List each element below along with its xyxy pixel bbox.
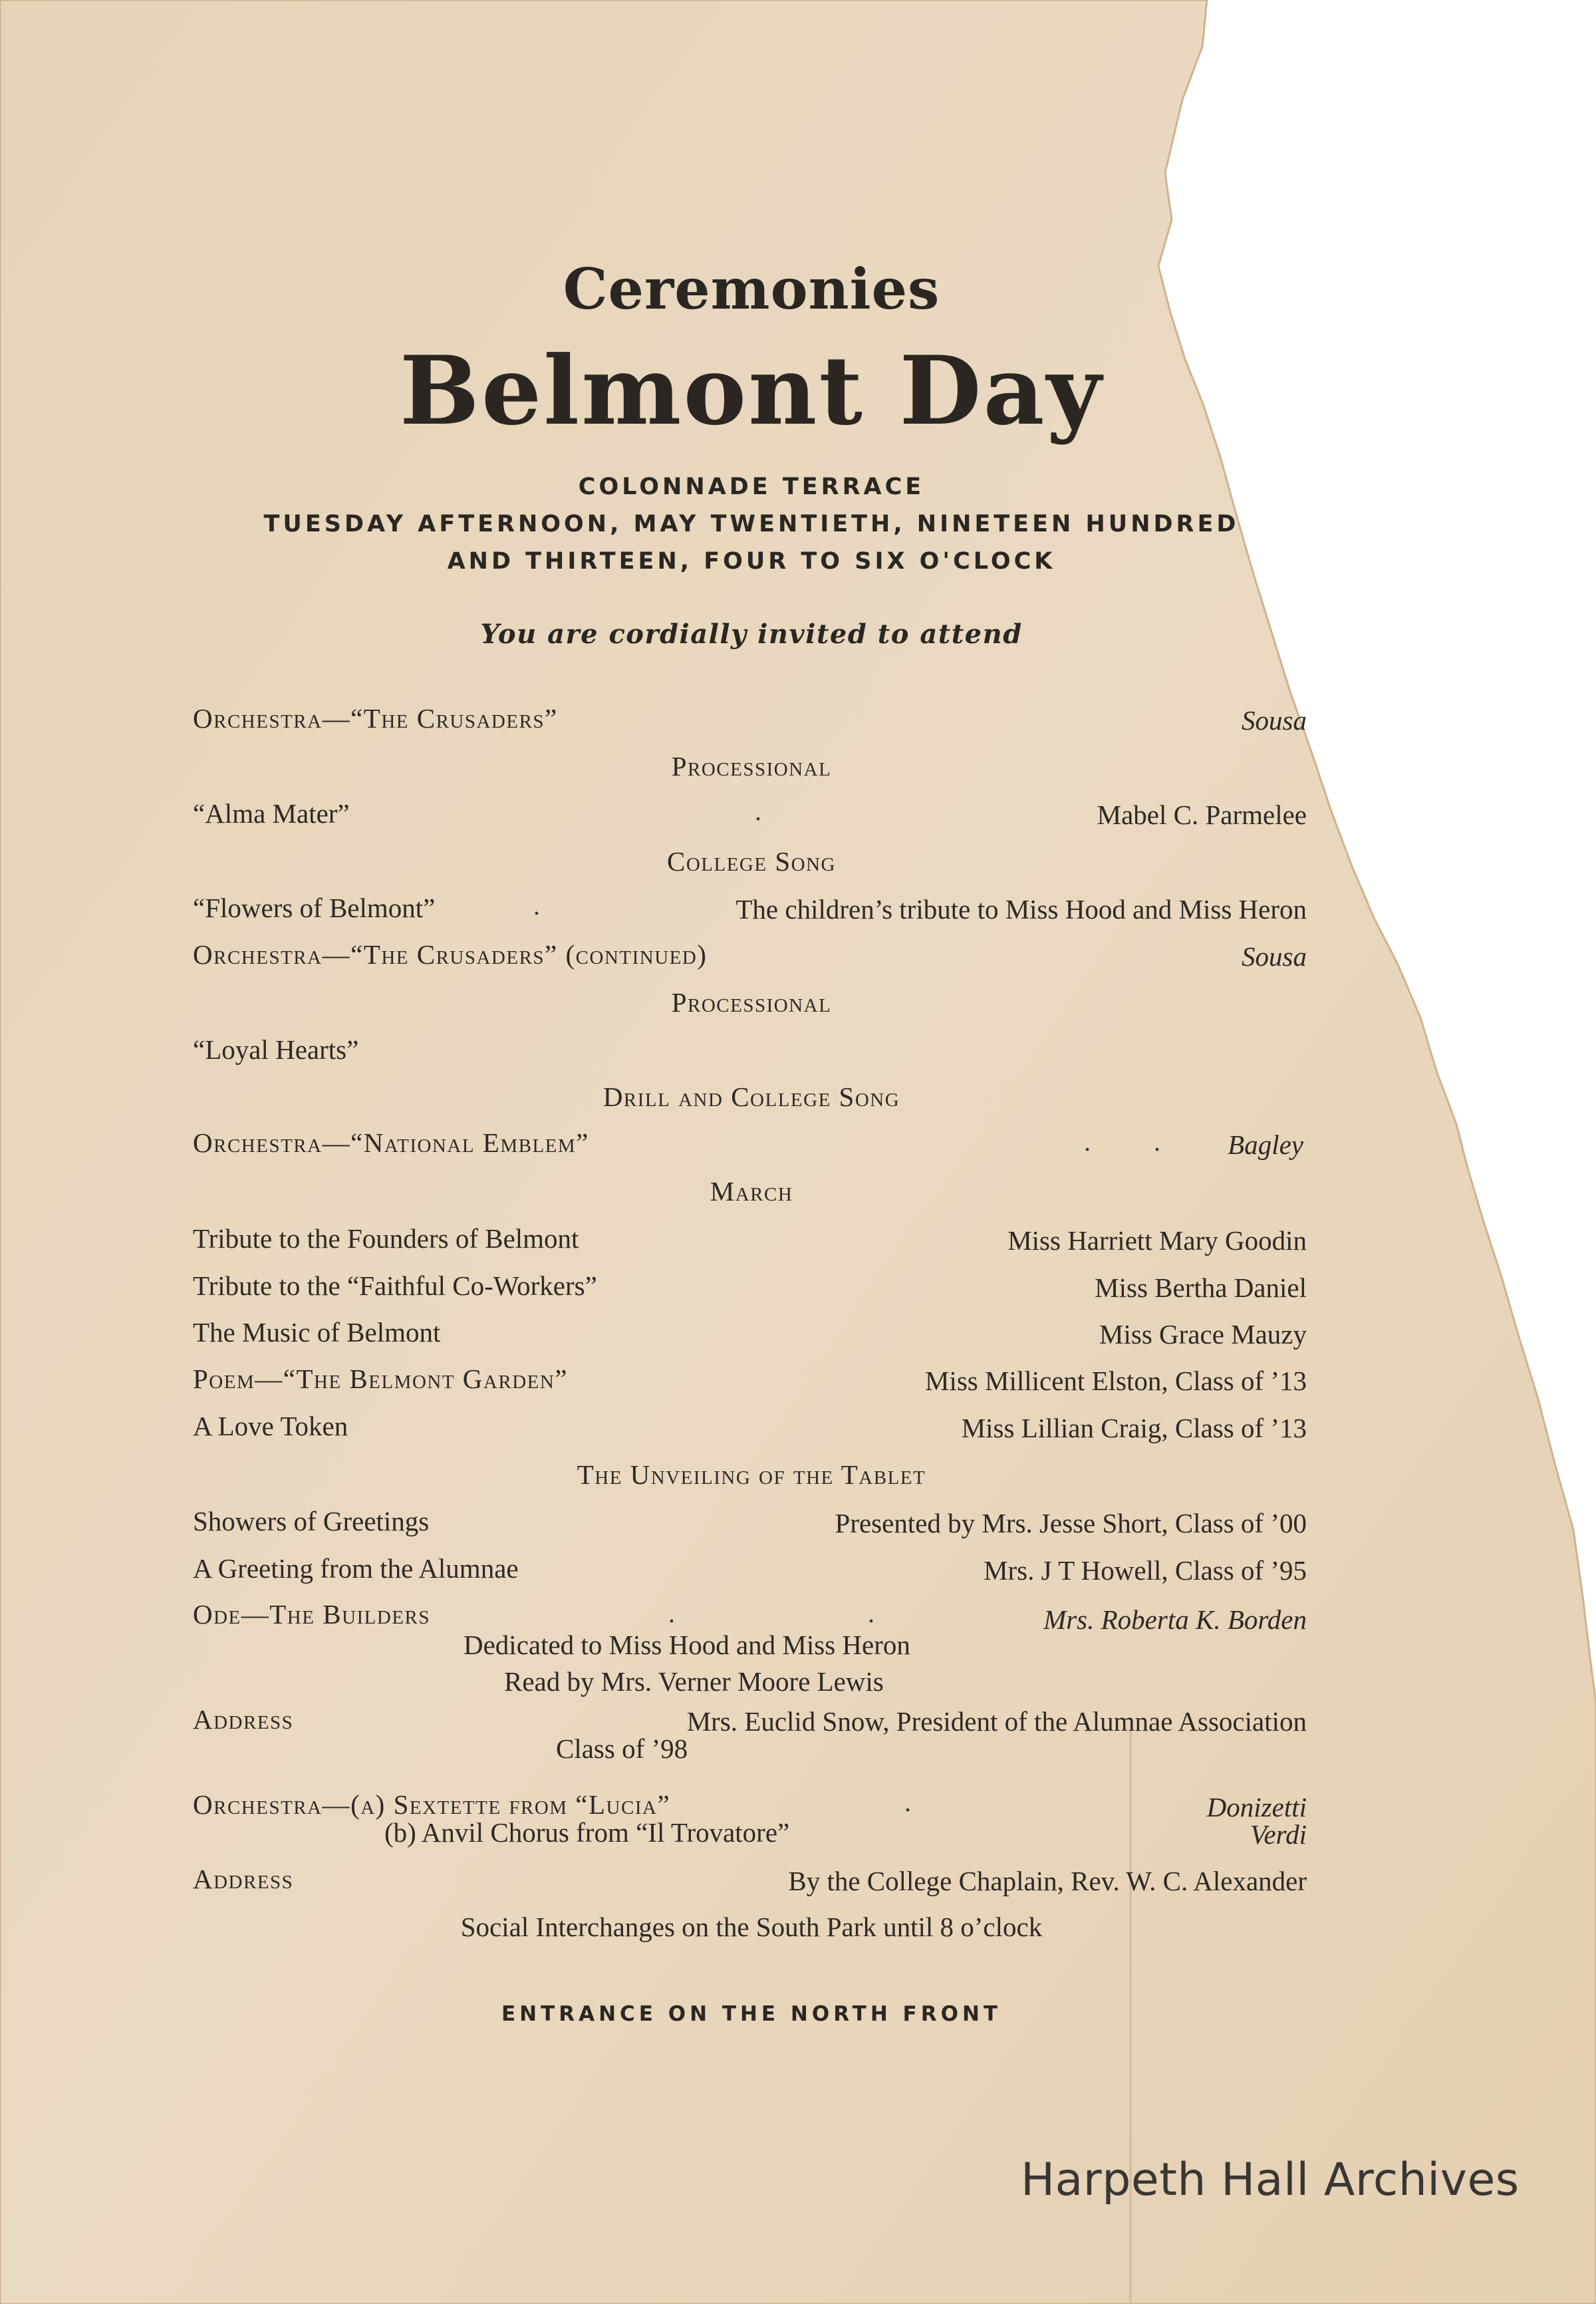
leader-dot: . [533, 891, 540, 921]
program-item-1: Orchestra—“The Crusaders” [193, 703, 558, 734]
archive-watermark: Harpeth Hall Archives [1021, 2154, 1520, 2206]
program-item-16a: Orchestra—(a) Sextette from “Lucia” [193, 1789, 671, 1820]
program-item-14-author: Mrs. Roberta K. Borden [1043, 1604, 1307, 1635]
venue-line-2: TUESDAY AFTERNOON, MAY TWENTIETH, NINETEEN HUNDRED [263, 511, 1240, 537]
program-item-2: “Alma Mater” [193, 798, 350, 829]
program-item-9-speaker: Miss Grace Mauzy [1099, 1319, 1307, 1350]
program-item-8-speaker: Miss Bertha Daniel [1095, 1272, 1307, 1303]
program-item-4-composer: Sousa [1242, 941, 1307, 972]
program-item-2-author: Mabel C. Parmelee [1097, 799, 1307, 830]
program-item-17: Address [193, 1864, 294, 1894]
leader-dot: . [1154, 1127, 1160, 1157]
program-item-10: Poem—“The Belmont Garden” [193, 1364, 568, 1394]
program-item-13: A Greeting from the Alumnae [193, 1553, 519, 1584]
program-item-7-speaker: Miss Harriett Mary Goodin [1007, 1225, 1307, 1256]
program-item-9: The Music of Belmont [193, 1317, 441, 1348]
entrance-note: ENTRANCE ON THE NORTH FRONT [501, 2002, 1002, 2026]
section-heading-processional-2: Processional [671, 987, 832, 1018]
program-item-6-composer: Bagley [1228, 1129, 1303, 1160]
program-item-3: “Flowers of Belmont” [193, 893, 436, 923]
section-heading-unveiling: The Unveiling of the Tablet [577, 1459, 926, 1490]
leader-dot: . [755, 796, 761, 826]
section-heading-processional: Processional [671, 751, 832, 782]
section-heading-march: March [710, 1176, 793, 1207]
program-item-12: Showers of Greetings [193, 1506, 430, 1536]
program-item-4: Orchestra—“The Crusaders” (continued) [193, 939, 708, 970]
program-item-16b-composer: Verdi [1250, 1819, 1307, 1850]
ceremonies-heading: Ceremonies [563, 256, 940, 322]
leader-dot: . [668, 1598, 675, 1628]
closing-note: Social Interchanges on the South Park until 8 o’clock [460, 1912, 1043, 1942]
program-item-14-dedication: Dedicated to Miss Hood and Miss Heron [464, 1630, 910, 1660]
section-heading-college-song: College Song [667, 846, 836, 877]
page-title: Belmont Day [399, 336, 1104, 446]
program-item-15: Address [193, 1704, 294, 1735]
program-item-6: Orchestra—“National Emblem” [193, 1127, 589, 1158]
program-item-11: A Love Token [193, 1411, 348, 1441]
program-item-7: Tribute to the Founders of Belmont [193, 1223, 579, 1254]
invitation-line: You are cordially invited to attend [480, 619, 1023, 650]
leader-dot: . [904, 1787, 911, 1817]
program-item-16b: (b) Anvil Chorus from “Il Trovatore” [384, 1817, 790, 1848]
program-item-11-speaker: Miss Lillian Craig, Class of ’13 [961, 1413, 1307, 1443]
program-item-3-note: The children’s tribute to Miss Hood and Miss Heron [735, 894, 1307, 925]
program-item-17-speaker: By the College Chaplain, Rev. W. C. Alexander [788, 1866, 1307, 1896]
venue-line-3: AND THIRTEEN, FOUR TO SIX O'CLOCK [447, 548, 1056, 575]
program-item-1-composer: Sousa [1242, 705, 1307, 736]
program-item-8: Tribute to the “Faithful Co-Workers” [193, 1270, 597, 1301]
program-item-13-speaker: Mrs. J T Howell, Class of ’95 [984, 1555, 1307, 1586]
program-item-15-speaker: Mrs. Euclid Snow, President of the Alumnae Association [686, 1706, 1307, 1737]
program-item-14: Ode—The Builders [193, 1599, 431, 1630]
program-item-14-reader: Read by Mrs. Verner Moore Lewis [504, 1666, 884, 1697]
program-item-12-speaker: Presented by Mrs. Jesse Short, Class of ’00 [835, 1508, 1307, 1538]
program-item-5: “Loyal Hearts” [193, 1034, 359, 1065]
program-item-15-class: Class of ’98 [556, 1733, 688, 1764]
program-item-16a-composer: Donizetti [1206, 1792, 1307, 1822]
leader-dot: . [868, 1598, 874, 1628]
venue-line-1: COLONNADE TERRACE [578, 474, 925, 500]
program-item-10-speaker: Miss Millicent Elston, Class of ’13 [925, 1366, 1307, 1396]
section-heading-drill: Drill and College Song [602, 1081, 900, 1112]
leader-dot: . [1084, 1127, 1091, 1157]
